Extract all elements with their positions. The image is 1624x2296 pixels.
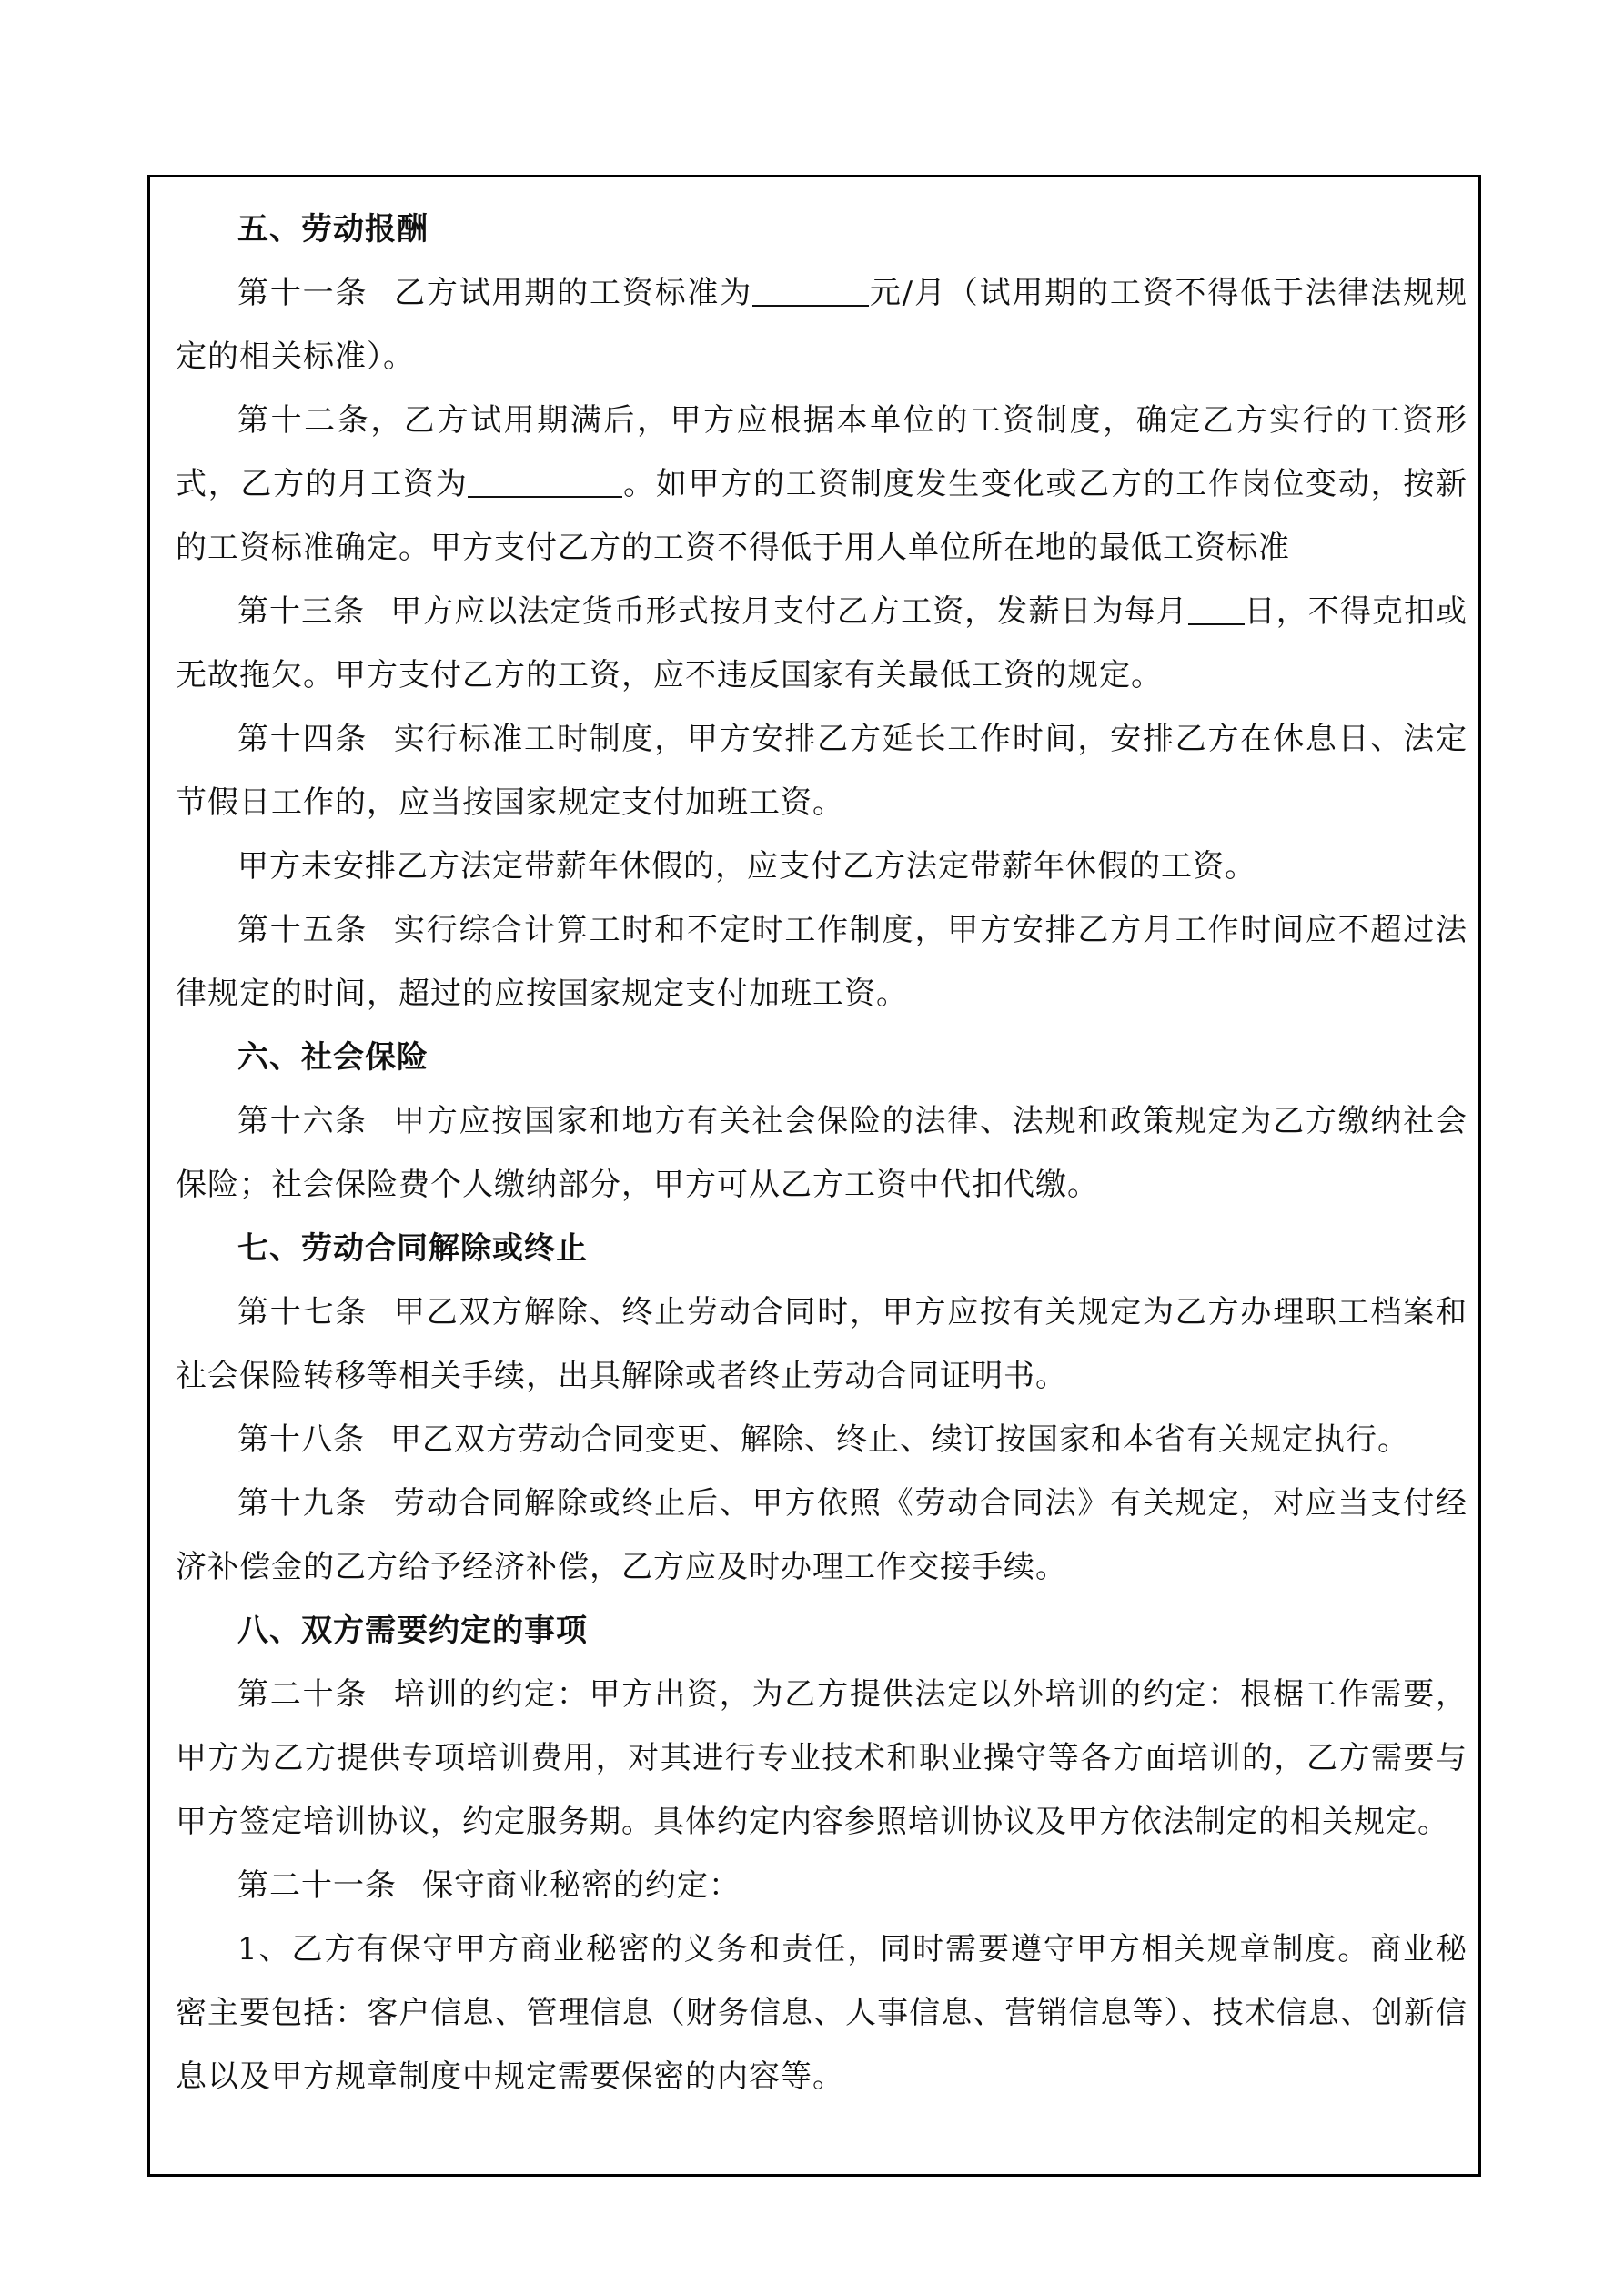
article-label: 第十九条 <box>237 1485 368 1522</box>
article-label: 第十六条 <box>237 1103 368 1139</box>
section-heading-8: 八、双方需要约定的事项 <box>237 1613 588 1649</box>
article-21: 第二十一条 保守商业秘密的约定： <box>237 1867 741 1904</box>
article-label: 第十五条 <box>237 912 368 948</box>
article-13: 第十三条 甲方应以法定货币形式按月支付乙方工资，发薪日为每月 日，不得克扣或无故拖欠。甲方支付乙方的工资，应不违反国家有关最低工资的规定。 <box>176 593 1468 693</box>
monthly-wage-blank[interactable] <box>468 465 622 498</box>
contract-body <box>176 197 1468 2109</box>
probation-wage-blank[interactable] <box>752 274 869 307</box>
article-label: 第十一条 <box>237 275 368 311</box>
article-19: 第十九条 劳动合同解除或终止后、甲方依照《劳动合同法》有关规定，对应当支付经济补偿金的乙方给予经济补偿，乙方应及时办理工作交接手续。 <box>176 1485 1468 1585</box>
payday-blank[interactable] <box>1188 592 1245 625</box>
article-20: 第二十条 培训的约定：甲方出资，为乙方提供法定以外培训的约定：根椐工作需要，甲方为乙方提供专项培训费用，对其进行专业技术和职业操守等各方面培训的，乙方需要与甲方签定培训协议，约定服务期。具体约定内容参照培训协议及甲方依法制定的相关规定。 <box>176 1676 1468 1840</box>
article-11: 第十一条 乙方试用期的工资标准为 元/月（试用期的工资不得低于法律法规规定的相关标准）。 <box>176 275 1468 375</box>
article-12: 第十二条，乙方试用期满后，甲方应根据本单位的工资制度，确定乙方实行的工资形式，乙方的月工资为 。如甲方的工资制度发生变化或乙方的工作岗位变动，按新的工资标准确定。甲方支付乙方的工资不得低于用人单位所在地的最低工资标准 <box>176 402 1468 566</box>
article-label: 第十三条 <box>237 593 366 630</box>
article-16: 第十六条 甲方应按国家和地方有关社会保险的法律、法规和政策规定为乙方缴纳社会保险；社会保险费个人缴纳部分，甲方可从乙方工资中代扣代缴。 <box>176 1103 1468 1203</box>
document-frame <box>147 175 1481 2177</box>
article-14: 第十四条 实行标准工时制度，甲方安排乙方延长工作时间，安排乙方在休息日、法定节假日工作的，应当按国家规定支付加班工资。 <box>176 721 1468 821</box>
article-21-item-1: 1、乙方有保守甲方商业秘密的义务和责任，同时需要遵守甲方相关规章制度。商业秘密主要包括：客户信息、管理信息（财务信息、人事信息、营销信息等）、技术信息、创新信息以及甲方规章制度中规定需要保密的内容等。 <box>176 1931 1468 2095</box>
article-14-paragraph-2: 甲方未安排乙方法定带薪年休假的，应支付乙方法定带薪年休假的工资。 <box>237 848 1256 885</box>
article-label: 第十四条 <box>237 721 368 757</box>
article-18: 第十八条 甲乙双方劳动合同变更、解除、终止、续订按国家和本省有关规定执行。 <box>237 1421 1409 1458</box>
article-15: 第十五条 实行综合计算工时和不定时工作制度，甲方安排乙方月工作时间应不超过法律规定的时间，超过的应按国家规定支付加班工资。 <box>176 912 1468 1012</box>
section-heading-7: 七、劳动合同解除或终止 <box>237 1230 588 1267</box>
section-heading-6: 六、社会保险 <box>237 1039 429 1076</box>
article-label: 第二十一条 <box>237 1867 397 1904</box>
section-heading-5: 五、劳动报酬 <box>237 211 429 248</box>
article-label: 第十八条 <box>237 1421 365 1458</box>
article-17: 第十七条 甲乙双方解除、终止劳动合同时，甲方应按有关规定为乙方办理职工档案和社会保险转移等相关手续，出具解除或者终止劳动合同证明书。 <box>176 1294 1468 1394</box>
article-label: 第十七条 <box>237 1294 368 1330</box>
article-label: 第二十条 <box>237 1676 368 1713</box>
